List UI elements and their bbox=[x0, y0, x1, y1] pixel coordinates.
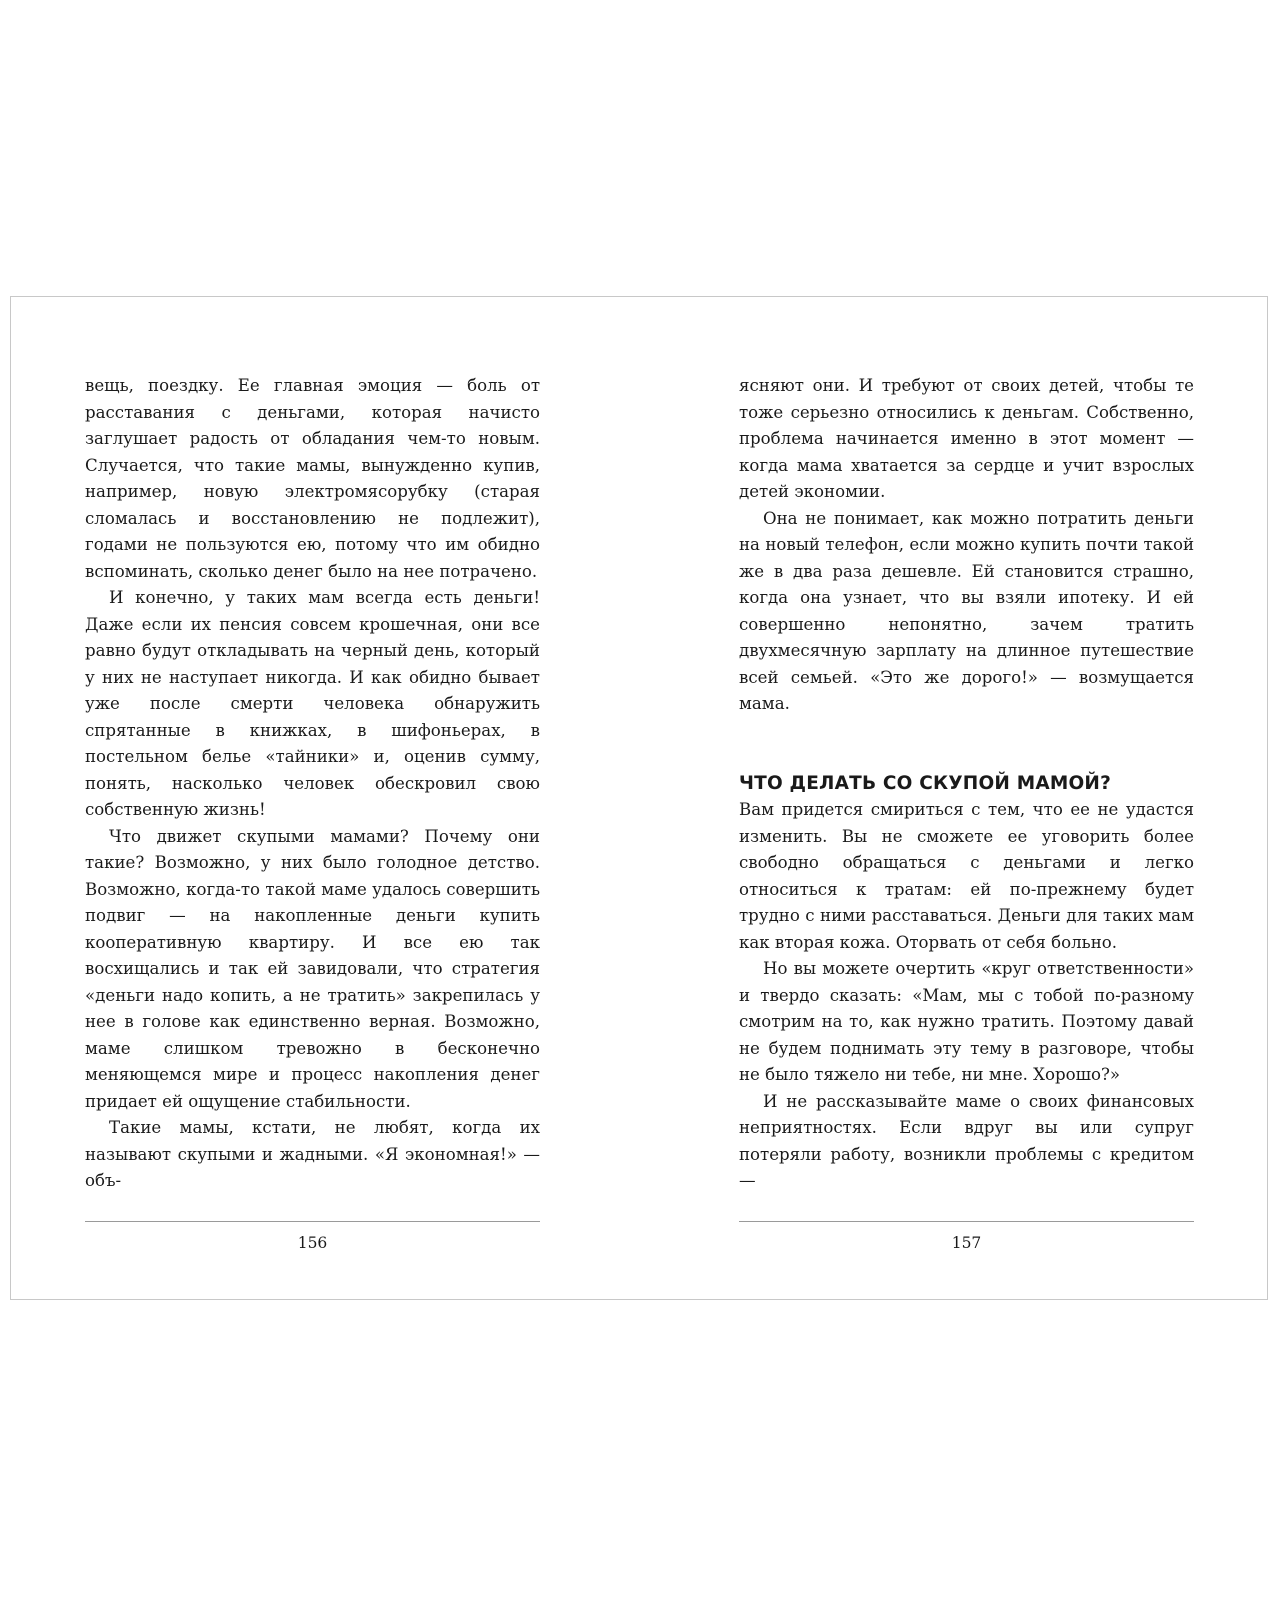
section-heading: ЧТО ДЕЛАТЬ СО СКУПОЙ МАМОЙ? bbox=[739, 772, 1112, 794]
paragraph: Вам придется смириться с тем, что ее не удастся изменить. Вы не сможете ее уговорить более свободно обращаться с деньгами и легко относиться к тратам: ей по-прежнему будет трудно с ними расставаться. Деньги для таких мам как вторая кожа. Оторвать от себя больно. bbox=[739, 800, 1194, 952]
footer-rule bbox=[85, 1221, 540, 1222]
paragraph: И конечно, у таких мам всегда есть деньги! Даже если их пенсия совсем крошечная, они все равно будут откладывать на черный день, который у них не наступает никогда. И как обидно бывает уже после смерти человека обнаружить спрятанные в книжках, в шифоньерах, в постельном белье «тайники» и, оценив сумму, понять, насколько человек обескровил свою собственную жизнь! bbox=[85, 588, 540, 819]
left-page-footer bbox=[85, 1221, 540, 1252]
book-spread bbox=[10, 296, 1268, 1300]
left-page-text bbox=[85, 373, 540, 1195]
paragraph: И не рассказывайте маме о своих финансовых неприятностях. Если вдруг вы или супруг потеряли работу, возникли проблемы с кредитом — bbox=[739, 1091, 1194, 1190]
paragraph: вещь, поездку. Ее главная эмоция — боль от расставания с деньгами, которая начисто заглушает радость от обладания чем-то новым. Случается, что такие мамы, вынужденно купив, например, новую электромясорубку (старая сломалась и восстановлению не подлежит), годами не пользуются ею, потому что им обидно вспоминать, сколько денег было на нее потрачено. bbox=[85, 376, 540, 581]
left-page bbox=[85, 373, 540, 1195]
right-page-footer bbox=[739, 1221, 1194, 1252]
right-page-text bbox=[739, 373, 1194, 1195]
page-number: 156 bbox=[297, 1234, 328, 1252]
paragraph: ясняют они. И требуют от своих детей, чтобы те тоже серьезно относились к деньгам. Собственно, проблема начинается именно в этот момент — когда мама хватается за сердце и учит взрослых детей экономии. bbox=[739, 376, 1194, 501]
right-page bbox=[739, 373, 1194, 1195]
footer-rule bbox=[739, 1221, 1194, 1222]
paragraph: Но вы можете очертить «круг ответственности» и твердо сказать: «Мам, мы с тобой по-разному смотрим на то, как нужно тратить. Поэтому давай не будем поднимать эту тему в разговоре, чтобы не было тяжело ни тебе, ни мне. Хорошо?» bbox=[739, 959, 1194, 1084]
paragraph: Она не понимает, как можно потратить деньги на новый телефон, если можно купить почти такой же в два раза дешевле. Ей становится страшно, когда она узнает, что вы взяли ипотеку. И ей совершенно непонятно, зачем тратить двухмесячную зарплату на длинное путешествие всей семьей. «Это же дорого!» — возмущается мама. bbox=[739, 508, 1194, 713]
page-number: 157 bbox=[951, 1234, 982, 1252]
paragraph: Что движет скупыми мамами? Почему они такие? Возможно, у них было голодное детство. Возможно, когда-то такой маме удалось совершить подвиг — на накопленные деньги купить кооперативную квартиру. И все ею так восхищались и так ей завидовали, что стратегия «деньги надо копить, а не тратить» закрепилась у нее в голове как единственно верная. Возможно, маме слишком тревожно в бесконечно меняющемся мире и процесс накопления денег придает ей ощущение стабильности. bbox=[85, 826, 540, 1111]
paragraph: Такие мамы, кстати, не любят, когда их называют скупыми и жадными. «Я экономная!» — объ- bbox=[85, 1118, 540, 1190]
